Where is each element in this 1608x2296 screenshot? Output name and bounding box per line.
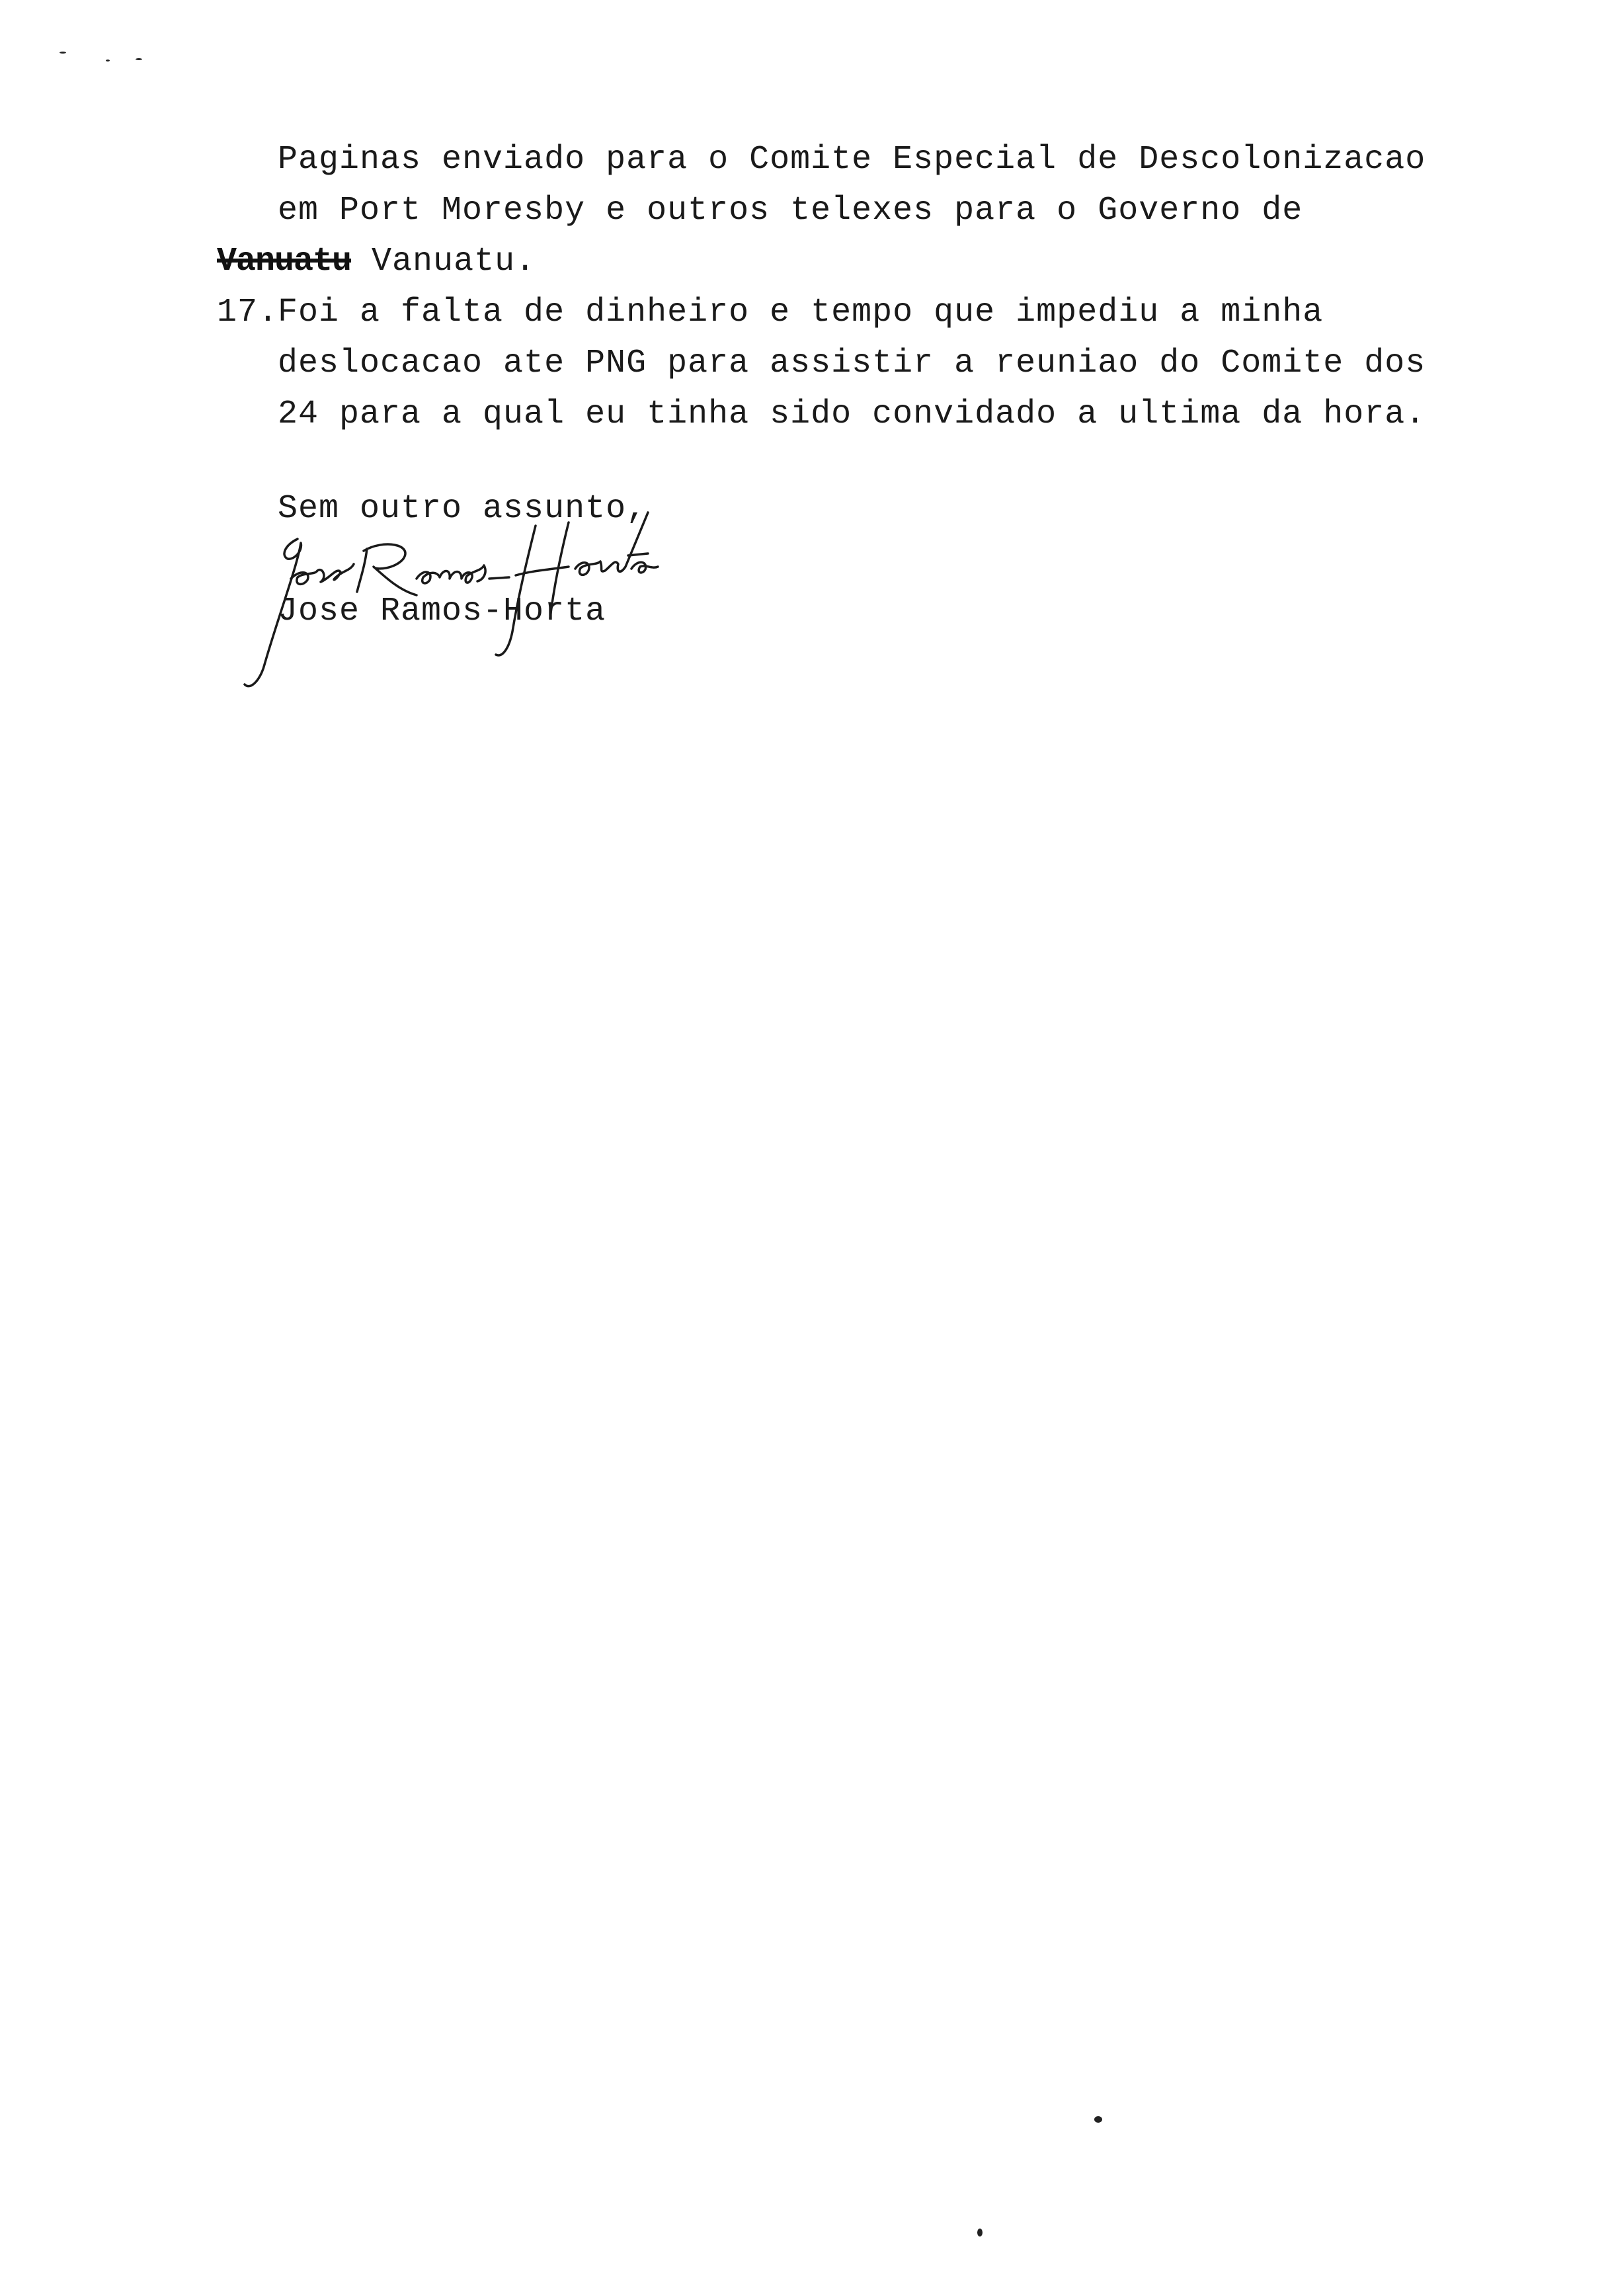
typed-signature-name: Jose Ramos-Horta — [278, 593, 606, 630]
paragraph-16-line-3-text: Vanuatu. — [351, 243, 536, 280]
handwritten-signature — [225, 493, 727, 704]
ink-speck — [60, 52, 66, 54]
paragraph-17-line-3: 24 para a qual eu tinha sido convidado a ultima da hora. — [278, 395, 1426, 433]
paragraph-17-line-2: deslocacao ate PNG para assistir a reuniao do Comite dos — [278, 345, 1426, 382]
paragraph-17-number: 17. — [217, 294, 279, 331]
ink-speck — [106, 60, 110, 62]
ink-speck — [136, 58, 142, 60]
paragraph-16-line-2: em Port Moresby e outros telexes para o Governo de — [278, 192, 1303, 229]
ink-speck — [977, 2229, 983, 2236]
paragraph-16-line-3 — [217, 242, 536, 282]
closing-line: Sem outro assunto, — [278, 490, 647, 528]
ink-speck — [1094, 2116, 1102, 2123]
paragraph-17-line-1: Foi a falta de dinheiro e tempo que impediu a minha — [278, 294, 1324, 331]
struck-out-word: Vanuatu — [217, 243, 352, 280]
paragraph-16-line-1: Paginas enviado para o Comite Especial de Descolonizacao — [278, 141, 1426, 179]
